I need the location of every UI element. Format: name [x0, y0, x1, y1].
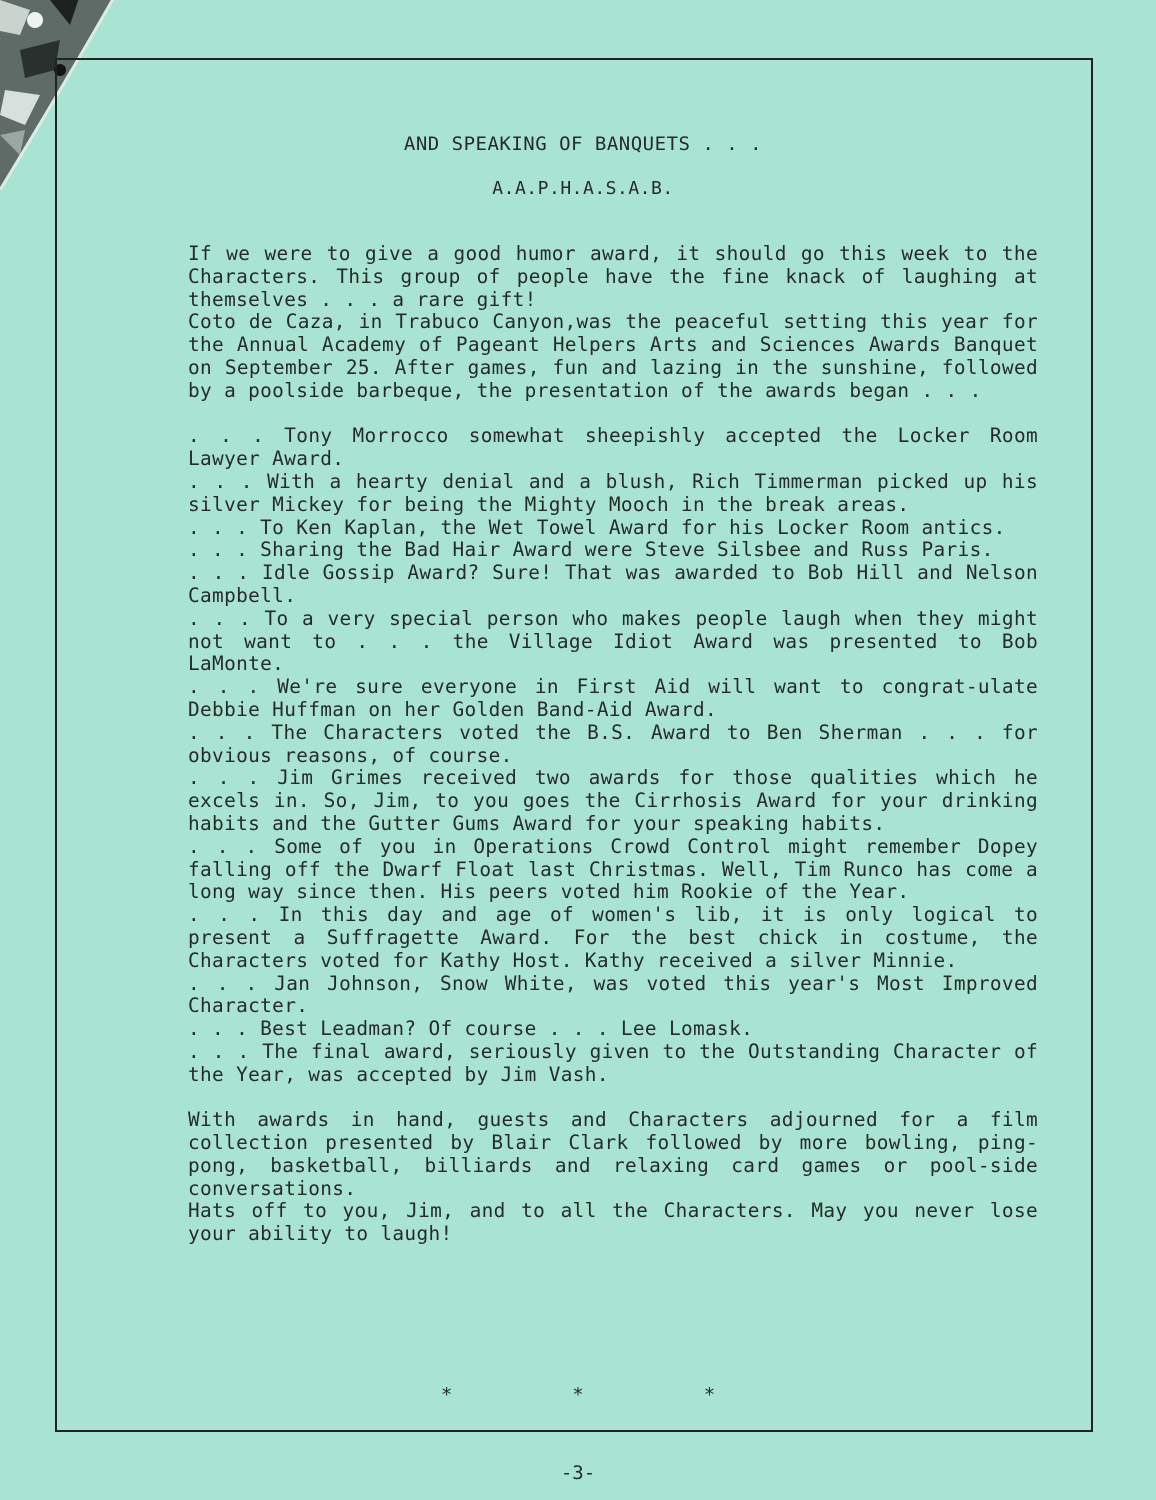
page-title: AND SPEAKING OF BANQUETS . . . — [403, 133, 763, 155]
article-paragraph: Hats off to you, Jim, and to all the Characters. May you never lose your ability to laugh! — [188, 1199, 1038, 1246]
star-separator: * — [703, 1384, 716, 1406]
article-paragraph: . . . Tony Morrocco somewhat sheepishly accepted the Locker Room Lawyer Award. — [188, 424, 1038, 471]
article-paragraph: With awards in hand, guests and Characters adjourned for a film collection presented by Blair Clark followed by more bowling, ping-pong, basketball, billiards and relaxing card games or pool-side conversations. — [188, 1108, 1038, 1200]
article-paragraph: . . . With a hearty denial and a blush, Rich Timmerman picked up his silver Mickey for being the Mighty Mooch in the break areas. — [188, 469, 1038, 516]
article-paragraph: If we were to give a good humor award, it should go this week to the Characters. This group of people have the fine knack of laughing at themselves . . . a rare gift! — [188, 242, 1038, 311]
star-separator: * — [572, 1384, 584, 1406]
paragraph-spacer — [118, 1086, 1038, 1109]
article-paragraph: . . . We're sure everyone in First Aid will want to congrat-ulate Debbie Huffman on her Golden Band-Aid Award. — [188, 675, 1038, 721]
article-body — [118, 243, 1038, 1246]
article-paragraph: . . . In this day and age of women's lib, it is only logical to present a Suffragette Award. For the best chick in costume, the Characters voted for Kathy Host. Kathy received a silver Minnie. — [188, 903, 1038, 972]
paragraph-spacer — [118, 403, 1038, 426]
article-paragraph: . . . To a very special person who makes people laugh when they might not want to . . . the Village Idiot Award was presented to Bob LaMonte. — [188, 606, 1038, 676]
page-subtitle: A.A.P.H.A.S.A.B. — [492, 178, 674, 199]
article-paragraph: . . . To Ken Kaplan, the Wet Towel Award for his Locker Room antics. — [188, 515, 1006, 539]
article-paragraph: Coto de Caza, in Trabuco Canyon,was the peaceful setting this year for the Annual Academy of Pageant Helpers Arts and Sciences Awards Banquet on September 25. After games, fun and lazing in the sunshine, followed by a poolside barbeque, the presentation of the awards began . . . — [188, 310, 1038, 402]
page-number: -3- — [560, 1462, 596, 1484]
article-paragraph: . . . The Characters voted the B.S. Award to Ben Sherman . . . for obvious reasons, of course. — [188, 720, 1038, 767]
article-paragraph: . . . Best Leadman? Of course . . . Lee Lomask. — [188, 1017, 754, 1041]
article-paragraph: . . . Some of you in Operations Crowd Control might remember Dopey falling off the Dwarf Float last Christmas. Well, Tim Runco has come a long way since then. His peers voted him Rookie of the Year. — [188, 834, 1038, 904]
article-paragraph: . . . Jan Johnson, Snow White, was voted this year's Most Improved Character. — [188, 971, 1038, 1018]
article-paragraph: . . . The final award, seriously given to the Outstanding Character of the Year, was accepted by Jim Vash. — [188, 1039, 1038, 1086]
star-separator: * — [440, 1384, 453, 1406]
article-paragraph: . . . Idle Gossip Award? Sure! That was awarded to Bob Hill and Nelson Campbell. — [188, 561, 1038, 607]
article-paragraph: . . . Sharing the Bad Hair Award were Steve Silsbee and Russ Paris. — [188, 538, 994, 562]
article-paragraph: . . . Jim Grimes received two awards for those qualities which he excels in. So, Jim, to you goes the Cirrhosis Award for your drinking habits and the Gutter Gums Award for your speaking habits. — [188, 766, 1038, 835]
section-separator — [0, 1384, 1156, 1406]
